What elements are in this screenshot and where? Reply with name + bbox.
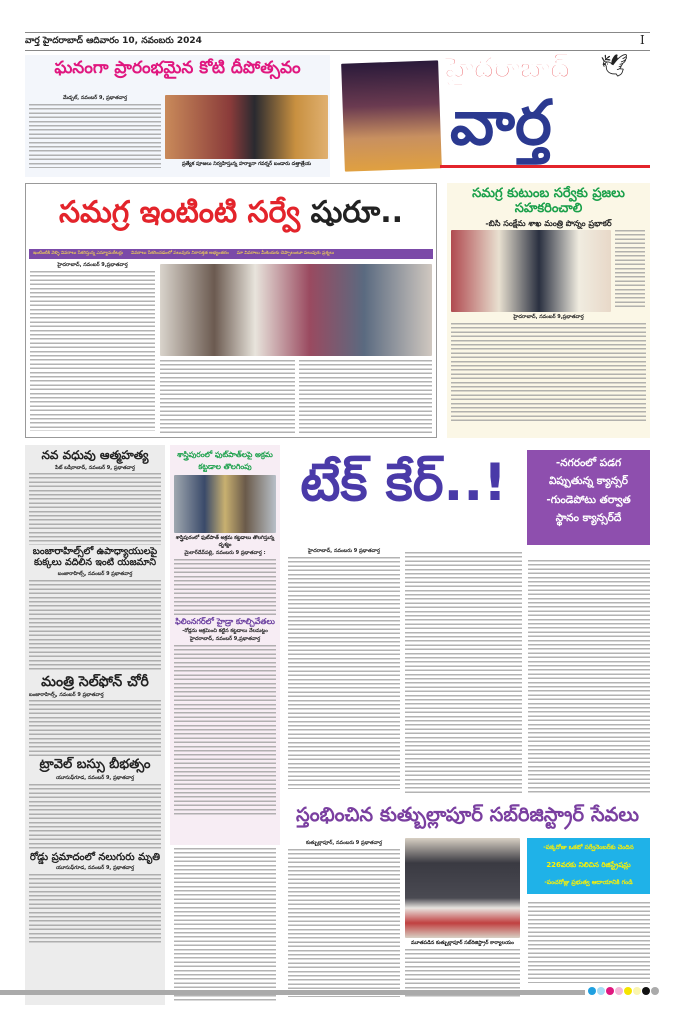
article-body [288,849,400,997]
dateline: హైదరాబాద్, నవంబర్ 9,ప్రభాతవార్త [189,636,261,643]
article-body [174,645,276,815]
takecare-headline: టేక్ కేర్..! [300,453,507,513]
dove-icon: 🕊 [600,54,628,79]
photo-footpath [174,475,276,533]
dateline: యూసుఫ్‌గూడ, నవంబర్ 9, ప్రభాతవార్త [55,865,135,872]
deepotsavam-text [25,95,165,168]
bullet-bar [29,249,433,259]
story-family-survey [447,183,650,438]
page-number: I [640,33,645,47]
caption: శాస్త్రిపురంలో ఫుట్‌పాత్ అక్రమ కట్టడాలు తొలగిస్తున్న దృశ్యం [175,535,275,548]
subhead: -బిసి సంక్షేమ శాఖ మంత్రి పొన్నం ప్రభాకర్ [485,218,612,228]
box-line: -పంచరోజ్లు ప్రభుత్వ ఆదాయానికి గండి [544,879,633,887]
headline: ఫిలింనగర్‌లో హైడ్రా కూల్చివేతలు [175,616,275,626]
bullet: మా వివరాలు మీకెందుకు చెప్పాలంటూ పలువురు ప్రశ్నలు [236,250,335,256]
headline-red: సమగ్ర ఇంటింటి సర్వే [58,195,301,230]
photo-office [405,838,520,938]
box-line: -గుండెపోటు తర్వాత [546,493,631,506]
box-line: -నగరంలో పడగ [555,457,622,469]
headline: ఘనంగా ప్రారంభమైన కోటి దీపోత్సవం [54,58,301,78]
article-body [29,784,161,850]
dateline: హైదరాబాద్, నవంబర్ 9,ప్రభాతవార్త [513,314,584,321]
box-line: -పక్కరోజు ఒకటో సర్వేనెంబర్‌కు చెందిన [543,844,634,852]
story-deepotsavam [25,55,330,177]
article-body [528,560,650,795]
masthead-rule [440,165,650,168]
headline: నవ వధువు ఆత్మహత్య [41,448,149,462]
kutbullapur-headline: స్తంభించిన కుత్బుల్లాపూర్ సబ్‌రిజిస్ట్రార్ సేవలు [296,803,639,826]
dateline: యూసుఫ్‌గూడ, నవంబర్ 9, ప్రభాతవార్త [55,775,135,782]
dateline: బంజారాహిల్స్, నవంబర్ 9 ప్రభాతవార్త [57,571,133,578]
dateline: మైలార్‌దేవ్‌పల్లి, నవంబరు 9 ప్రభాతవార్త : [184,550,266,556]
kutbullapur-text [284,840,404,997]
middle-column [170,445,280,845]
box-line: విప్పుతున్న క్యాన్సర్ [548,475,629,488]
masthead-name: వార్త [450,86,552,159]
dateline: పేట్ బషీరాబాద్, నవంబర్ 9, ప్రభాతవార్త [55,464,135,471]
takecare-text [284,548,404,789]
dateline: మేడ్చల్, నవంబర్ 9, ప్రభాతవార్త [62,95,128,101]
headline: శాస్త్రిపురంలో ఫుట్‌పాత్‌లపై అక్రమ కట్టడాల తొలగింపు [177,450,273,471]
headline: సమగ్ర కుటుంబ సర్వేకు ప్రజలు సహకరించాలి [472,186,625,216]
box-line: 226వరకు నిలిచిన రిజిస్ట్రేషన్లు [546,861,631,870]
box-line: స్థానం క్యాన్సర్‌దే [555,511,622,524]
headline: బంజారాహిల్స్‌లో ఉపాధ్యాయులపై కుక్కలు వదిలిన ఇంటి యజమాని [32,546,158,569]
subhead: -రోడ్లను ఆక్రమించి కట్టిన కట్టడాలు నేలమట్టం [182,627,268,634]
left-column [25,445,165,1005]
story-survey [25,183,437,438]
article-body [30,271,155,431]
photo-caption [615,230,645,310]
article-body [29,874,161,944]
article-body [451,323,646,421]
article-body [299,360,432,435]
photo-row [451,230,646,312]
dateline: హైదరాబాద్, నవంబర్ 9,ప్రభాతవార్త [57,262,128,268]
headline [26,196,436,231]
survey-text [26,262,159,431]
article-body [29,580,161,672]
folio: వార్త హైదరాబాద్ ఆదివారం 10, నవంబరు 2024 [25,36,202,46]
photo-minister [451,230,611,312]
caption: మూతపడిన కుత్బుల్లాపూర్ సబ్‌రిజిస్ట్రార్ కార్యాలయం [411,940,514,946]
bullet: వివరాలు సేకరించడంలో పలువురు నిరాసక్తత అభ్యంతరం [131,250,229,256]
article-body [288,557,400,789]
charminar-photo [341,60,442,171]
caption: ప్రత్యేక పూజలు నిర్వహిస్తున్న హర్యానా గవర్నర్ బండారు దత్తాత్రేయ [181,161,311,167]
kutbullapur-dateline: కుత్బుల్లాపూర్, నవంబరు 9 ప్రభాతవార్త [305,840,383,846]
article-body [528,902,650,983]
photo-deepotsavam [165,95,328,159]
article-body [405,552,522,795]
headline: రోడ్డు ప్రమాదంలో నలుగురు మృతి [29,851,161,863]
headline-black: షురూ.. [310,195,404,230]
article-body [29,104,161,168]
footer-bar [0,990,585,995]
article-body [174,559,276,615]
headline: మంత్రి సెల్‌ఫోన్ చోరీ [41,673,149,690]
article-body [29,700,161,756]
takecare-box [527,450,650,545]
kutbullapur-box [527,838,650,894]
bullet: ఇంటింటికి వెళ్ళి వివరాలు సేకరిస్తున్న ఎన్యూమరేటర్లు [33,250,124,256]
article-body [29,473,161,545]
article-body [174,848,276,1003]
headline: ట్రావెల్ బస్సు బీభత్సం [39,757,151,773]
photo-survey [160,264,432,356]
takecare-dateline: హైదరాబాద్, నవంబరు 9 ప్రభాతవార్త [308,548,380,554]
masthead-city: హైదరాబాద్ [445,51,570,84]
dateline: బంజారాహిల్స్, నవంబర్ 9 ప్రభాతవార్త [29,691,104,698]
registration-marks [588,987,659,995]
top-rule [25,32,650,33]
article-body [160,360,295,435]
